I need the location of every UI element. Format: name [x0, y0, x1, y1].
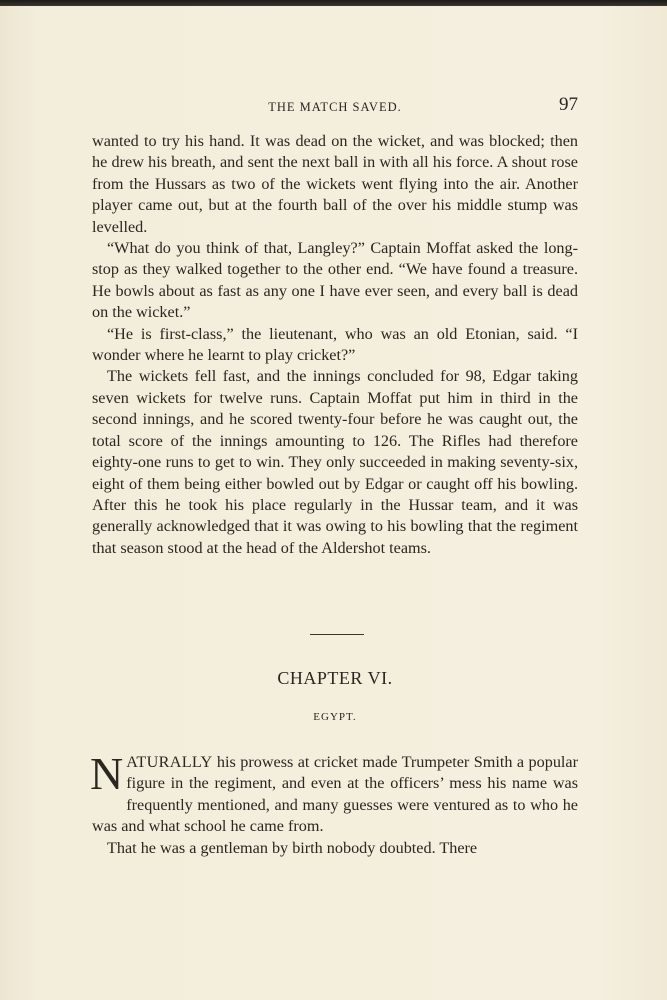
page-number: 97 — [559, 94, 578, 115]
first-word-caps: ATURALLY — [126, 753, 213, 771]
section-divider — [310, 634, 364, 635]
chapter-subtitle: EGYPT. — [313, 711, 357, 723]
page-header — [92, 94, 578, 120]
paragraph: “What do you think of that, Langley?” Captain Moffat asked the long-stop as they walked together to the other end. “We have found a treasure. He bowls about as fast as any one I have ever seen, and every ball is dead on the wicket.” — [92, 239, 578, 322]
chapter-second-paragraph: That he was a gentleman by birth nobody doubted. There — [107, 838, 478, 857]
paragraph: The wickets fell fast, and the innings concluded for 98, Edgar taking seven wickets for twelve runs. Captain Moffat put him in third in the second innings, and he scored twenty-four before he was caught out, the total score of the innings amounting to 126. The Rifles had therefore eighty-one runs to get to win. They only succeeded in making seventy-six, eight of them being either bowled out by Edgar or caught off his bowling. After this he took his place regularly in the Hussar team, and it was generally acknowledged that it was owing to his bowling that the regiment that season stood at the head of the Aldershot teams. — [92, 367, 578, 557]
body-text — [92, 131, 578, 559]
running-head: THE MATCH SAVED. — [268, 100, 402, 114]
paragraph: wanted to try his hand. It was dead on the wicket, and was blocked; then he drew his breath, and sent the next ball in with all his force. A shout rose from the Hussars as two of the wickets went flying into the air. Another player came out, but at the fourth ball of the over his middle stump was levelled. — [92, 132, 578, 236]
chapter-title: CHAPTER VI. — [277, 668, 393, 688]
first-paragraph-text: his prowess at cricket made Trumpeter Smith a popular figure in the regiment, and even at the officers’ mess his name was frequently mentioned, and many guesses were ventured as to who he was and what school he came from. — [92, 753, 578, 836]
chapter-text — [90, 748, 578, 859]
drop-cap: N — [90, 748, 124, 799]
paragraph: “He is first-class,” the lieutenant, who was an old Etonian, said. “I wonder where he learnt to play cricket?” — [92, 324, 578, 365]
chapter-first-paragraph — [90, 748, 578, 838]
